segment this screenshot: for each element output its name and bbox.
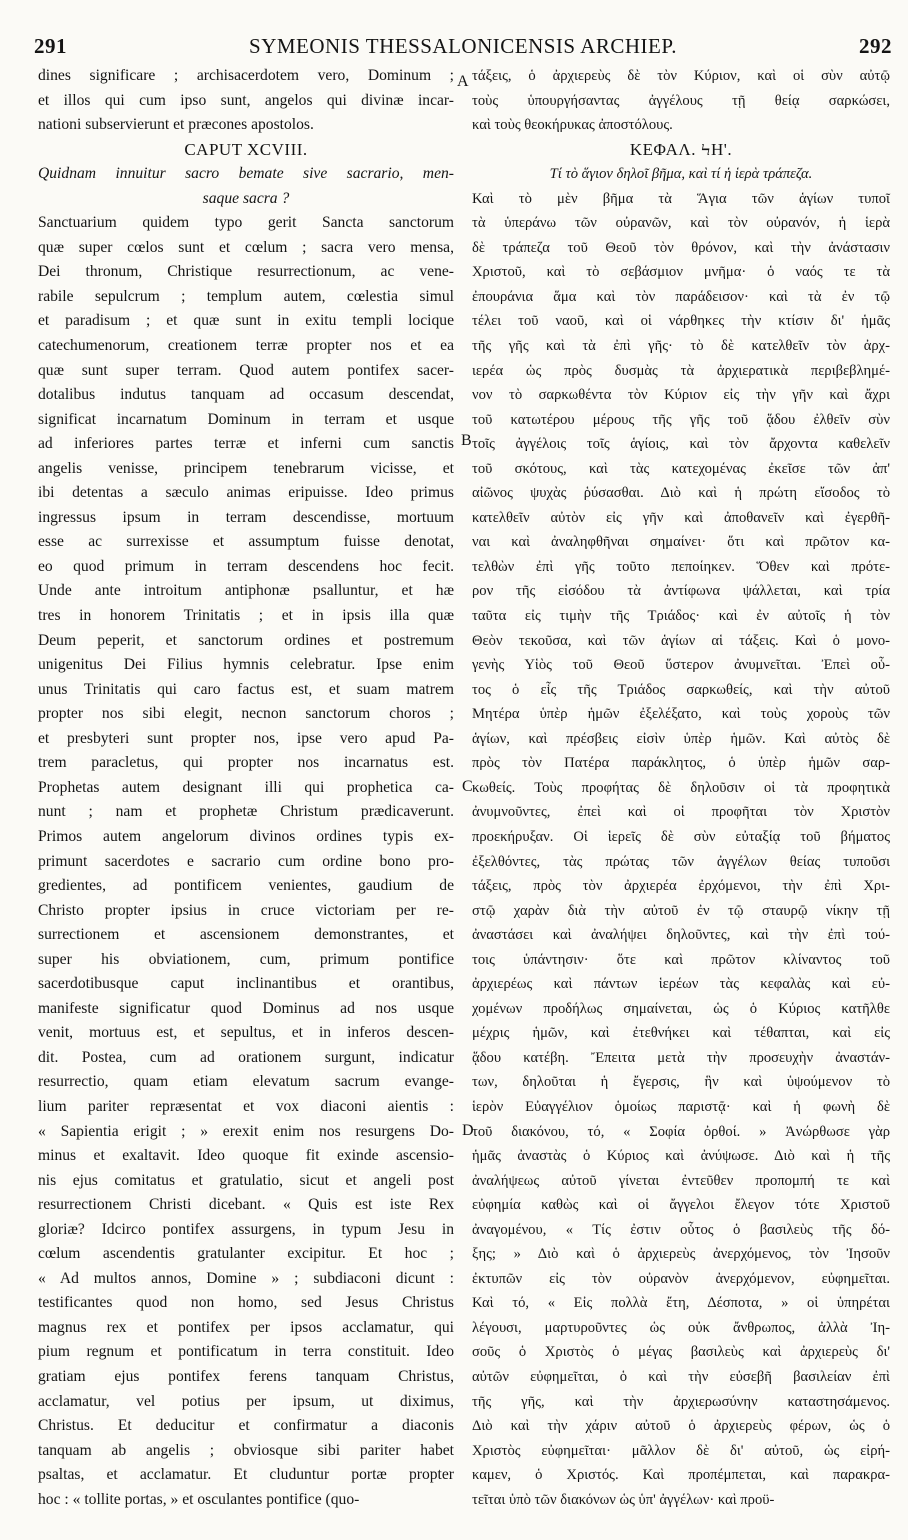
text-line: ἀναγομένου, « Τίς ἐστιν οὗτος ὁ βασιλεὺς τῆς δό- [472, 1221, 890, 1238]
margin-letter-b: B [461, 432, 472, 449]
text-line: Primos autem angelorum divinos ordines typis ex- [38, 827, 454, 845]
text-line: propter nos sibi elegit, necnon sanctorum choros ; [38, 705, 454, 723]
text-line: gloriæ? Idcirco pontifex assurgens, in typum Jesu in [38, 1220, 454, 1238]
text-line: ἐξελθόντες, τὰς πρώτας τῶν ἀγγέλων θείας τυποῦσι [472, 853, 890, 870]
text-line: ἁγίων, καὶ πρέσβεις εἰσὶν ὑπὲρ ἡμῶν. Καὶ αὐτὸς δὲ [472, 730, 890, 747]
text-line: προεκήρυξαν. Οἱ ἱερεῖς δὲ σὺν εὐταξίᾳ τοῦ βήματος [472, 828, 890, 845]
text-line: resurrectio, quam etiam elevatum sacrum evange- [38, 1073, 454, 1091]
text-line: acclamatur, vel potius per ipsum, ut diximus, [38, 1392, 454, 1410]
text-line: magnus rex et pontifex per ipsos acclamatur, qui [38, 1318, 454, 1336]
page-number-left: 291 [34, 34, 67, 58]
text-line: σοῦς ὁ Χριστὸς ὁ μέγας βασιλεὺς καὶ ἀρχιερεὺς δι' [472, 1344, 890, 1361]
text-line: sacerdotibusque caput inclinantibus et orantibus, [38, 975, 454, 993]
text-line: Unde ante introitum antiphonæ psalluntur, et hæ [38, 582, 454, 600]
text-line: Καὶ τὸ μὲν βῆμα τὰ Ἅγια τῶν ἁγίων τυποῖ [472, 190, 890, 207]
text-line: τοῦ κατωτέρου μέρους τῆς γῆς τοῦ ᾅδου ἐλθεῖν σὺν [472, 411, 890, 428]
chapter-subtitle: saque sacra ? [202, 189, 290, 207]
text-line: Dei thronum, Christique resurrectionum, ac vene- [38, 263, 454, 281]
text-line: αἰῶνος ψυχὰς ῥύσασθαι. Διὸ καὶ ἡ πρώτη εἴσοδος τὸ [472, 485, 890, 502]
text-line: Χριστοῦ, καὶ τὸ σεβάσμιον μνῆμα· ὁ ναός τε τὰ [472, 264, 890, 281]
text-line: nunt ; nam et prophetæ Christum prædicaverunt. [38, 803, 454, 821]
text-line: gratiam ejus pontifex ferens tanquam Christus, [38, 1367, 454, 1385]
text-line: κωθείς. Τοὺς προφήτας δὲ δηλοῦσιν οἱ τὰ προφητικὰ [472, 779, 890, 796]
text-line: ιερέα ὡς πρὸς δυσμὰς τὰ ἀρχιερατικὰ περιβεβλημέ- [472, 362, 890, 379]
text-line: esse ac surrexisse et assumptum fuisse denotat, [38, 533, 454, 551]
text-line: τοῖς ἀγγέλοις τοῖς ἁγίοις, καὶ τὸν ἄρχοντα καθελεῖν [472, 436, 890, 453]
text-line: ἀρχιερέως καὶ πάντων ἱερέων τὰς κεφαλὰς καὶ εὐ- [472, 976, 890, 993]
text-line: ingressus ipsum in terram descendisse, mortuum [38, 508, 454, 526]
text-line: surrectionem et ascensionem demonstrantes, et [38, 926, 454, 944]
text-line: τάξεις, ὁ ἀρχιερεὺς δὲ τὸν Κύριον, καὶ οἱ σὺν αὐτῷ [472, 68, 890, 84]
text-line: hoc : « tollite portas, » et osculantes pontifice (quo- [38, 1490, 360, 1508]
text-line: νον τὸ σαρκωθέντα τὸν Κύριον εἰς τὴν γῆν καὶ ἄχρι [472, 387, 890, 404]
text-line: τῆς γῆς, καὶ τὴν ἀρχιερωσύνην καταστησάμενος. [472, 1393, 890, 1410]
text-line: tres in honorem Trinitatis ; et in ipsis illa quæ [38, 607, 454, 625]
text-line: « Ad multos annos, Domine » ; subdiaconi dicunt : [38, 1269, 454, 1287]
text-line: nationi subservierunt et præcones apostolos. [38, 116, 314, 134]
chapter-title: CAPUT XCVIII. [184, 139, 308, 159]
running-head-title: SYMEONIS THESSALONICENSIS ARCHIEP. [249, 34, 677, 58]
chapter-subtitle: Τί τὸ ἅγιον δηλοῖ βῆμα, καὶ τί ἡ ἱερὰ τράπεζα. [549, 166, 813, 183]
text-line: καμεν, ὁ Χριστός. Καὶ προπέμπεται, καὶ παρακρα- [472, 1467, 890, 1484]
text-line: nis ejus comitatus et gratulatio, sicut et angeli post [38, 1171, 454, 1189]
text-line: primunt sacerdotes e sacrario cum ordine bono pro- [38, 852, 454, 870]
text-line: γενὴς Υἱὸς τοῦ Θεοῦ ὕστερον ἀνυμνεῖται. Ἐπεὶ οὗ- [472, 657, 890, 674]
text-line: αὐτῶν εὐφημεῖται, ὁ καὶ τὴν εὐσεβῆ βασιλείαν ἐπὶ [472, 1368, 890, 1385]
text-line: Christus. Et deducitur et confirmatur a diaconis [38, 1417, 454, 1435]
text-line: dit. Postea, cum ad orationem surgunt, indicatur [38, 1048, 454, 1066]
text-line: των, δηλοῦται ἡ ἔγερσις, ἣν καὶ ὑψούμενον τὸ [472, 1074, 890, 1091]
text-line: et illos qui cum ipso sunt, angelos qui divinæ incar- [38, 91, 454, 109]
text-line: ἀναλήψεως αὐτοῦ γίνεται ἐντεῦθεν προπομπή τε καὶ [472, 1172, 890, 1189]
text-line: ᾅδου κατέβη. Ἔπειτα μετὰ τὴν προσευχὴν ἀναστάν- [472, 1049, 890, 1066]
text-line: dotalibus indutus tanquam ad occasum descendat, [38, 386, 454, 404]
text-line: manifeste significatur quod Dominus ad nos usque [38, 999, 454, 1017]
text-line: Μητέρα ὑπὲρ ἡμῶν ἐξελέξατο, καὶ τοὺς χοροὺς τῶν [472, 706, 890, 723]
text-line: Christo propter ipsius in cruce victoriam per re- [38, 901, 454, 919]
text-line: τέλει τοῦ ναοῦ, καὶ οἱ νάρθηκες τὴν κτίσιν δι' ἡμᾶς [472, 313, 890, 330]
chapter-subtitle: Quidnam innuitur sacro bemate sive sacrario, men- [38, 165, 454, 183]
chapter-title: ΚΕΦΑΛ. ϞΗ'. [629, 139, 733, 159]
text-line: Χριστὸς εὐφημεῖται· μᾶλλον δὲ δι' αὐτοῦ, ὡς εἰρή- [472, 1442, 890, 1459]
text-line: significat incarnatum Dominum in terram et usque [38, 410, 454, 428]
text-line: angelis venisse, principem tenebrarum vicisse, et [38, 459, 454, 477]
text-line: Καὶ τό, « Εἰς πολλὰ ἔτη, Δέσποτα, » οἱ ὑπηρέται [472, 1295, 890, 1312]
text-line: ἡμᾶς ἀναστὰς ὁ Κύριος καὶ ἀνύψωσε. Διὸ καὶ ἡ τῆς [472, 1148, 890, 1165]
text-line: tanquam ab angelis ; obviosque sibi pariter habet [38, 1441, 454, 1459]
text-line: catechumenorum, creationem terræ propter nos et ea [38, 337, 454, 355]
text-line: rabile sepulcrum ; templum autem, cœlestia simul [38, 287, 454, 305]
text-line: super his obviationem, cum, primum pontifice [38, 950, 454, 968]
text-line: lium pariter repræsentat et vox diaconi aientis : [38, 1097, 454, 1115]
latin-column [38, 64, 454, 1512]
text-line: λέγουσι, μαρτυροῦντες ὡς οὐκ ἄνθρωπος, ἀλλὰ Ἰη- [472, 1319, 890, 1336]
text-line: τεῖται ὑπὸ τῶν διακόνων ὡς ὑπ' ἀγγέλων· καὶ προϋ- [472, 1491, 775, 1508]
text-line: ad inferiores partes terræ et inferni cum sanctis [38, 435, 454, 453]
text-line: psaltas, et acclamatur. Et cluduntur portæ propter [38, 1466, 454, 1484]
text-line: ἀνυμνοῦντες, ἐπεὶ καὶ οἱ προφῆται τὸν Χριστὸν [472, 804, 890, 821]
text-line: gredientes, ad pontificem venientes, gaudium de [38, 877, 454, 895]
text-line: ναι καὶ ἀναληφθῆναι σημαίνει· ὅτι καὶ πρῶτον κα- [472, 534, 890, 551]
text-line: ρον τῆς εἰσόδου τὰ ἀντίφωνα ψάλλεται, καὶ τρία [472, 583, 890, 600]
greek-column [472, 64, 890, 1512]
text-line: τάξεις, πρὸς τὸν ἀρχιερέα ἐρχόμενοι, τὴν ἐπὶ Χρι- [472, 878, 890, 895]
text-line: ἐκτυπῶν εἰς τὸν οὐρανὸν ἀνερχόμενον, εὐφημεῖται. [472, 1270, 890, 1287]
text-line: pium regnum et pontificatum in terra constituit. Ideo [38, 1343, 454, 1361]
text-line: et paradisum ; et quæ sunt in exitu templi locique [38, 312, 454, 330]
text-line: trem paracletus, qui propter nos incarnatus est. [38, 754, 454, 772]
text-line: τοῦ σκότους, καὶ τὰς κατεχομένας ἐκεῖσε τῶν ἀπ' [472, 460, 890, 477]
text-line: ἀναστάσει καὶ ἀναλήψει δηλοῦντες, καὶ τὴν ἐπὶ τού- [472, 927, 890, 944]
text-line: unus Trinitatis qui caro factus est, et suam matrem [38, 680, 454, 698]
text-line: τῆς γῆς καὶ τὰ ἐπὶ γῆς· τὸ δὲ κατελθεῖν τὸν ἀρχ- [472, 338, 890, 355]
text-line: κατελθεῖν αὐτὸν εἰς γῆν καὶ ἀποθανεῖν καὶ ἐγερθῆ- [472, 509, 890, 526]
text-line: τελθὼν ἐπὶ γῆς τοῦτο πεποίηκεν. Ὅθεν καὶ πρότε- [472, 558, 890, 575]
margin-letter-a: A [457, 73, 469, 90]
text-line: Θεὸν τεκοῦσα, καὶ τῶν ἁγίων αἱ τάξεις. Καὶ ὁ μονο- [472, 632, 890, 649]
text-line: τος ὁ εἷς τῆς Τριάδος σαρκωθείς, καὶ τὴν αὐτοῦ [472, 681, 890, 698]
text-line: ἱερὸν Εὐαγγέλιον ὁμοίως παριστᾷ· καὶ ἡ φωνὴ δὲ [472, 1098, 890, 1115]
text-line: dines significare ; archisacerdotem vero, Dominum ; [38, 67, 454, 84]
text-line: Prophetas autem designant illi qui prophetica ca- [38, 778, 454, 796]
text-line: Deum peperit, et sanctorum ordines et postremum [38, 631, 454, 649]
text-line: quæ sunt super terram. Quod autem pontifex sacer- [38, 361, 454, 379]
text-line: τοις ὑπάντησιν· ὅτε καὶ πρῶτον κλίναντος τοῦ [472, 951, 890, 968]
page-number-right: 292 [859, 34, 892, 58]
text-line: cœlum ascendentis gratulanter excipitur. Et hoc ; [38, 1245, 454, 1263]
text-line: εὐφημία καθὼς καὶ οἱ ἄγγελοι ἔλεγον τότε Χριστοῦ [472, 1197, 890, 1214]
text-line: ταῦτα εἰς τιμὴν τῆς Τριάδος· καὶ ἐν αὐτοῖς ἡ τὸν [472, 608, 890, 625]
text-line: δὲ τράπεζα τοῦ Θεοῦ τὸν θρόνον, καὶ τὴν ἀνάστασιν [472, 239, 890, 256]
text-line: minus et exaltavit. Ideo quoque fit exinde ascensio- [38, 1147, 454, 1165]
text-line: testificantes quod non homo, sed Jesus Christus [38, 1294, 454, 1312]
text-line: πρὸς τὸν Πατέρα παράκλητος, ὁ ὑπὲρ ἡμῶν σαρ- [472, 755, 890, 772]
text-line: ἐπουράνια ἅμα καὶ τὸν παράδεισον· καὶ τὰ ἐν τῷ [472, 288, 890, 305]
text-line: Διὸ καὶ τὴν χάριν αὐτοῦ ὁ ἀρχιερεὺς φέρων, ὡς ὁ [472, 1418, 890, 1435]
margin-letter-d: D [462, 1122, 474, 1139]
text-line: χομένων προδήλως σημαίνεται, ὡς ὁ Κύριος κατῆλθε [472, 1000, 890, 1017]
text-line: « Sapientia erigit ; » erexit enim nos resurgens Do- [38, 1122, 454, 1140]
text-line: τοῦ διακόνου, τό, « Σοφία ὀρθοί. » Ἀνώρθωσε γὰρ [472, 1123, 890, 1140]
text-line: eo quod primum in terram descendens hoc fecit. [38, 557, 454, 575]
text-line: μέχρις ἡμῶν, καὶ ἐτεθνήκει καὶ τέθαπται, καὶ εἰς [472, 1025, 890, 1042]
text-line: et presbyteri sunt propter nos, ipse vero apud Pa- [38, 729, 454, 747]
text-line: venit, mortuus est, et sepultus, et in inferos descen- [38, 1024, 454, 1042]
margin-letter-c: C [462, 778, 473, 795]
text-line: στῷ χαρὰν διὰ τὴν αὐτοῦ ἐν τῷ σταυρῷ νίκην τῇ [472, 902, 890, 919]
text-line: τοὺς ὑπουργήσαντας ἀγγέλους τῇ θείᾳ σαρκώσει, [472, 92, 890, 109]
text-line: καὶ τοὺς θεοκήρυκας ἀποστόλους. [472, 117, 673, 134]
text-line: unigenitus Dei Filius hymnis celebratur. Ipse enim [38, 656, 454, 674]
text-line: resurrectionem Christi dicebant. « Quis est iste Rex [38, 1196, 454, 1214]
text-line: quæ super cœlos sunt et cœlum ; sacra vero mensa, [38, 238, 454, 256]
running-header [34, 34, 892, 60]
text-line: τὰ ὑπεράνω τῶν οὐρανῶν, καὶ τὸν οὐρανόν, ἡ ἱερὰ [472, 215, 890, 232]
text-line: Sanctuarium quidem typo gerit Sancta sanctorum [38, 214, 454, 232]
text-line: ξης; » Διὸ καὶ ὁ ἀρχιερεὺς ἀνερχόμενος, τὸν Ἰησοῦν [472, 1246, 890, 1263]
text-line: ibi detentas a sæculo animas eripuisse. Ideo primus [38, 484, 454, 502]
